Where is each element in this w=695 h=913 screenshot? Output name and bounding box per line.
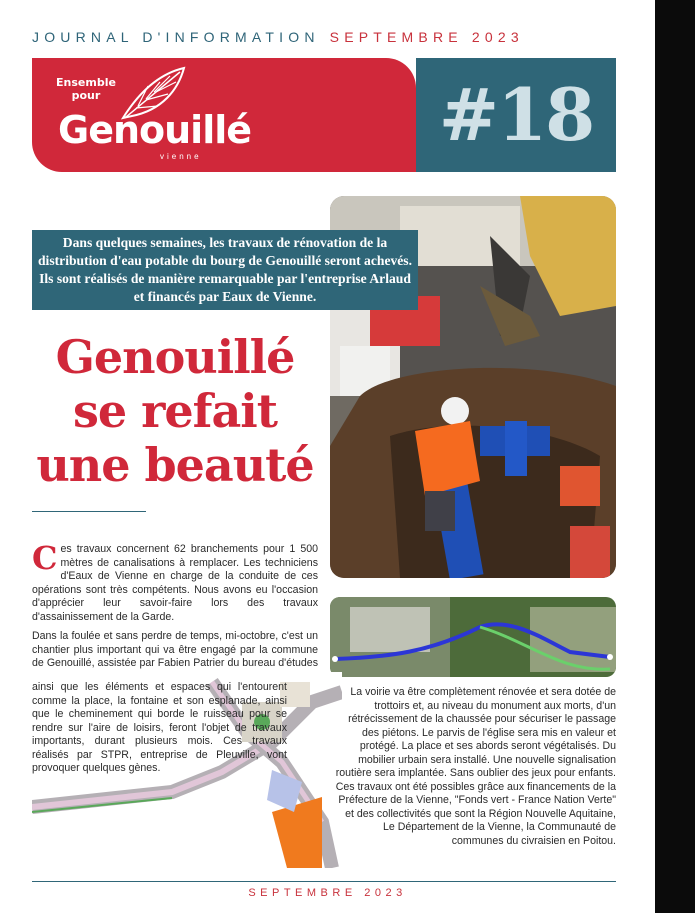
page-edge-bar xyxy=(655,0,695,913)
article-paragraph-1 xyxy=(32,539,318,624)
issue-number: #18 xyxy=(438,72,594,157)
logo-block xyxy=(32,58,416,172)
logo-ensemble-text: Ensemble xyxy=(56,76,116,89)
issue-block xyxy=(416,58,616,172)
headline-line-1: Genouillé xyxy=(55,330,295,384)
article-paragraph-4: La voirie va être complètement rénovée et sera dotée de trottoirs et, au niveau du monument aux morts, d'un rétrécissement de la chaussée pour sécuriser le passage des piétons. Le parvis de l'église sera mis en valeur et protégé. La place et ses abords seront végétalisés. Du mobilier urbain sera installé. Une nouvelle signalisation routière sera implantée. Sans oublier des jeux pour enfants. Ces travaux ont été possibles grâce aux financements de la Préfecture de la Vienne, "Fonds vert - France Nation Verte" et des collectivités que sont la Région Nouvelle Aquitaine, Le Département de la Vienne, la Communauté de communes du civraisien en Poitou. xyxy=(335,686,616,847)
paragraph-1-text: es travaux concernent 62 branchements pour 1 500 mètres de canalisations à remplacer. Les techniciens d'Eaux de Vienne en charge de la conduite de ces opérations sont très compétents. Nous avons eu l'occasion d'apprécier leur savoir-faire lors des travaux d'assainissement de la Garde. xyxy=(32,543,318,623)
journal-label: JOURNAL D'INFORMATION xyxy=(32,29,320,45)
article-paragraph-2: Dans la foulée et sans perdre de temps, mi-octobre, c'est un chantier plus important qui va être engagé par la commune de Genouillé, assistée par Fabien Patrier du bureau d'études xyxy=(32,630,318,669)
logo-pour-text: pour xyxy=(71,89,101,102)
intro-box: Dans quelques semaines, les travaux de rénovation de la distribution d'eau potable du bourg de Genouillé seront achevés. Ils sont réalisés de manière remarquable par l'entreprise Arlaud et financés par Eaux de Vienne. xyxy=(32,230,418,310)
logo-region: vienne xyxy=(160,152,202,161)
headline-line-3: une beauté xyxy=(36,438,314,492)
article-paragraph-3: ainsi que les éléments et espaces qui l'entourent comme la place, la fontaine et son esplanade, ainsi que le cheminement qui borde le ruisseau pour se rendre sur l'aire de loisirs, feront l'objet de travaux importants, durant plusieurs mois. Ces travaux réalisés par STPR, entreprise de Pleuville, vont provoquer quelques gènes. xyxy=(32,681,287,774)
footer-date: SEPTEMBRE 2023 xyxy=(248,887,407,899)
logo-tagline xyxy=(56,76,116,102)
route-map-illustration xyxy=(330,597,616,677)
headline xyxy=(20,330,330,492)
headline-divider xyxy=(32,511,146,512)
footer-divider xyxy=(32,881,616,882)
headline-line-2: se refait xyxy=(73,384,277,438)
journal-header xyxy=(32,29,622,45)
drop-cap: C xyxy=(32,539,58,577)
route-map xyxy=(330,597,616,677)
header-date: SEPTEMBRE 2023 xyxy=(329,29,524,45)
logo-name: Genouillé xyxy=(58,108,252,152)
